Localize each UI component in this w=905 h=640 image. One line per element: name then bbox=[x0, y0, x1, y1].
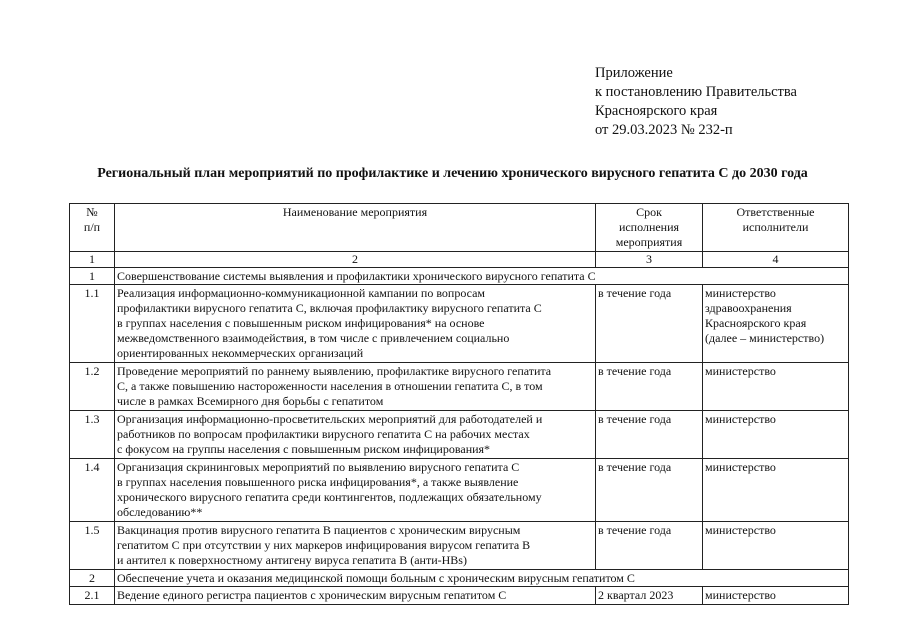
row-name-line: межведомственного взаимодействия, в том числе с привлечением социально bbox=[117, 331, 510, 345]
column-index: 1 bbox=[70, 252, 115, 268]
row-num: 1.5 bbox=[70, 522, 115, 570]
section-num: 2 bbox=[70, 570, 115, 587]
row-resp-line: Красноярского края bbox=[705, 316, 807, 330]
header-term-line: исполнения bbox=[618, 220, 680, 234]
section-title: Совершенствование системы выявления и профилактики хронического вирусного гепатита С bbox=[115, 268, 849, 285]
header-num bbox=[70, 204, 115, 252]
header-num-line: п/п bbox=[83, 220, 101, 234]
row-name-line: Проведение мероприятий по раннему выявлению, профилактике вирусного гепатита bbox=[117, 364, 552, 378]
row-resp-line: (далее – министерство) bbox=[705, 331, 825, 345]
column-index: 4 bbox=[703, 252, 849, 268]
row-resp bbox=[703, 285, 849, 363]
row-name bbox=[115, 363, 596, 411]
appendix-line: от 29.03.2023 № 232-п bbox=[595, 122, 733, 138]
appendix-line: Красноярского края bbox=[595, 103, 718, 119]
row-term: в течение года bbox=[596, 285, 703, 363]
row-term: в течение года bbox=[596, 363, 703, 411]
row-resp-line: министерство bbox=[705, 588, 776, 602]
row-name-line: С, а также повышению настороженности населения в отношении гепатита С, в том bbox=[117, 379, 543, 393]
row-name-line: ориентированных некоммерческих организаций bbox=[117, 346, 364, 360]
row-name-line: хронического вирусного гепатита среди контингентов, подлежащих обязательному bbox=[117, 490, 542, 504]
appendix-block bbox=[595, 64, 797, 140]
row-num: 1.1 bbox=[70, 285, 115, 363]
row-num: 1.2 bbox=[70, 363, 115, 411]
row-name-line: Вакцинация против вирусного гепатита В пациентов с хроническим вирусным bbox=[117, 523, 521, 537]
row-name-line: в группах населения повышенного риска инфицирования*, а также выявление bbox=[117, 475, 519, 489]
row-num: 1.4 bbox=[70, 459, 115, 522]
header-resp-line: Ответственные bbox=[736, 205, 815, 219]
row-name-line: и антител к поверхностному антигену вируса гепатита В (анти-HBs) bbox=[117, 553, 467, 567]
section-row bbox=[70, 570, 849, 587]
appendix-line: Приложение bbox=[595, 65, 673, 81]
header-row bbox=[70, 204, 849, 252]
header-term-line: Срок bbox=[636, 205, 662, 219]
table-row bbox=[70, 363, 849, 411]
row-resp bbox=[703, 411, 849, 459]
row-name bbox=[115, 411, 596, 459]
row-resp-line: министерство bbox=[705, 523, 776, 537]
row-name-line: Реализация информационно-коммуникационной кампании по вопросам bbox=[117, 286, 486, 300]
row-resp-line: министерство bbox=[705, 286, 776, 300]
row-name-line: с фокусом на группы населения с повышенным риском инфицирования* bbox=[117, 442, 491, 456]
row-name bbox=[115, 587, 596, 605]
row-term: в течение года bbox=[596, 411, 703, 459]
row-resp-line: здравоохранения bbox=[705, 301, 792, 315]
row-name bbox=[115, 285, 596, 363]
row-name-line: работников по вопросам профилактики вирусного гепатита С на рабочих местах bbox=[117, 427, 530, 441]
row-name bbox=[115, 459, 596, 522]
row-name-line: профилактики вирусного гепатита С, включая профилактику вирусного гепатита С bbox=[117, 301, 542, 315]
row-resp-line: министерство bbox=[705, 364, 776, 378]
document-title: Региональный план мероприятий по профилактике и лечению хронического вирусного гепатита С до 2030 года bbox=[97, 166, 808, 181]
header-resp-line: исполнители bbox=[742, 220, 809, 234]
table-row bbox=[70, 522, 849, 570]
column-index: 2 bbox=[115, 252, 596, 268]
table-row bbox=[70, 285, 849, 363]
row-name-line: обследованию** bbox=[117, 505, 203, 519]
row-name-line: числе в рамках Всемирного дня борьбы с гепатитом bbox=[117, 394, 384, 408]
column-index: 3 bbox=[596, 252, 703, 268]
header-term bbox=[596, 204, 703, 252]
row-name bbox=[115, 522, 596, 570]
row-name-line: Организация скрининговых мероприятий по выявлению вирусного гепатита С bbox=[117, 460, 520, 474]
row-num: 2.1 bbox=[70, 587, 115, 605]
row-term: в течение года bbox=[596, 459, 703, 522]
row-name-line: в группах населения с повышенным риском инфицирования* на основе bbox=[117, 316, 485, 330]
column-index-row bbox=[70, 252, 849, 268]
row-name-line: Организация информационно-просветительских мероприятий для работодателей и bbox=[117, 412, 543, 426]
plan-table bbox=[69, 203, 849, 605]
table-row bbox=[70, 411, 849, 459]
section-num: 1 bbox=[70, 268, 115, 285]
row-name-line: гепатитом С при отсутствии у них маркеров инфицирования вирусом гепатита В bbox=[117, 538, 531, 552]
row-term: в течение года bbox=[596, 522, 703, 570]
header-term-line: мероприятия bbox=[615, 235, 683, 249]
header-resp bbox=[703, 204, 849, 252]
table-row bbox=[70, 459, 849, 522]
row-resp-line: министерство bbox=[705, 412, 776, 426]
row-resp bbox=[703, 363, 849, 411]
row-num: 1.3 bbox=[70, 411, 115, 459]
header-name: Наименование мероприятия bbox=[115, 204, 596, 252]
appendix-line: к постановлению Правительства bbox=[595, 84, 797, 100]
section-row bbox=[70, 268, 849, 285]
row-resp bbox=[703, 587, 849, 605]
row-resp bbox=[703, 459, 849, 522]
row-name-line: Ведение единого регистра пациентов с хроническим вирусным гепатитом С bbox=[117, 588, 507, 602]
section-title: Обеспечение учета и оказания медицинской помощи больным с хроническим вирусным гепатитом С bbox=[115, 570, 849, 587]
table-row bbox=[70, 587, 849, 605]
row-resp-line: министерство bbox=[705, 460, 776, 474]
row-resp bbox=[703, 522, 849, 570]
row-term: 2 квартал 2023 bbox=[596, 587, 703, 605]
header-num-line: № bbox=[86, 205, 98, 219]
